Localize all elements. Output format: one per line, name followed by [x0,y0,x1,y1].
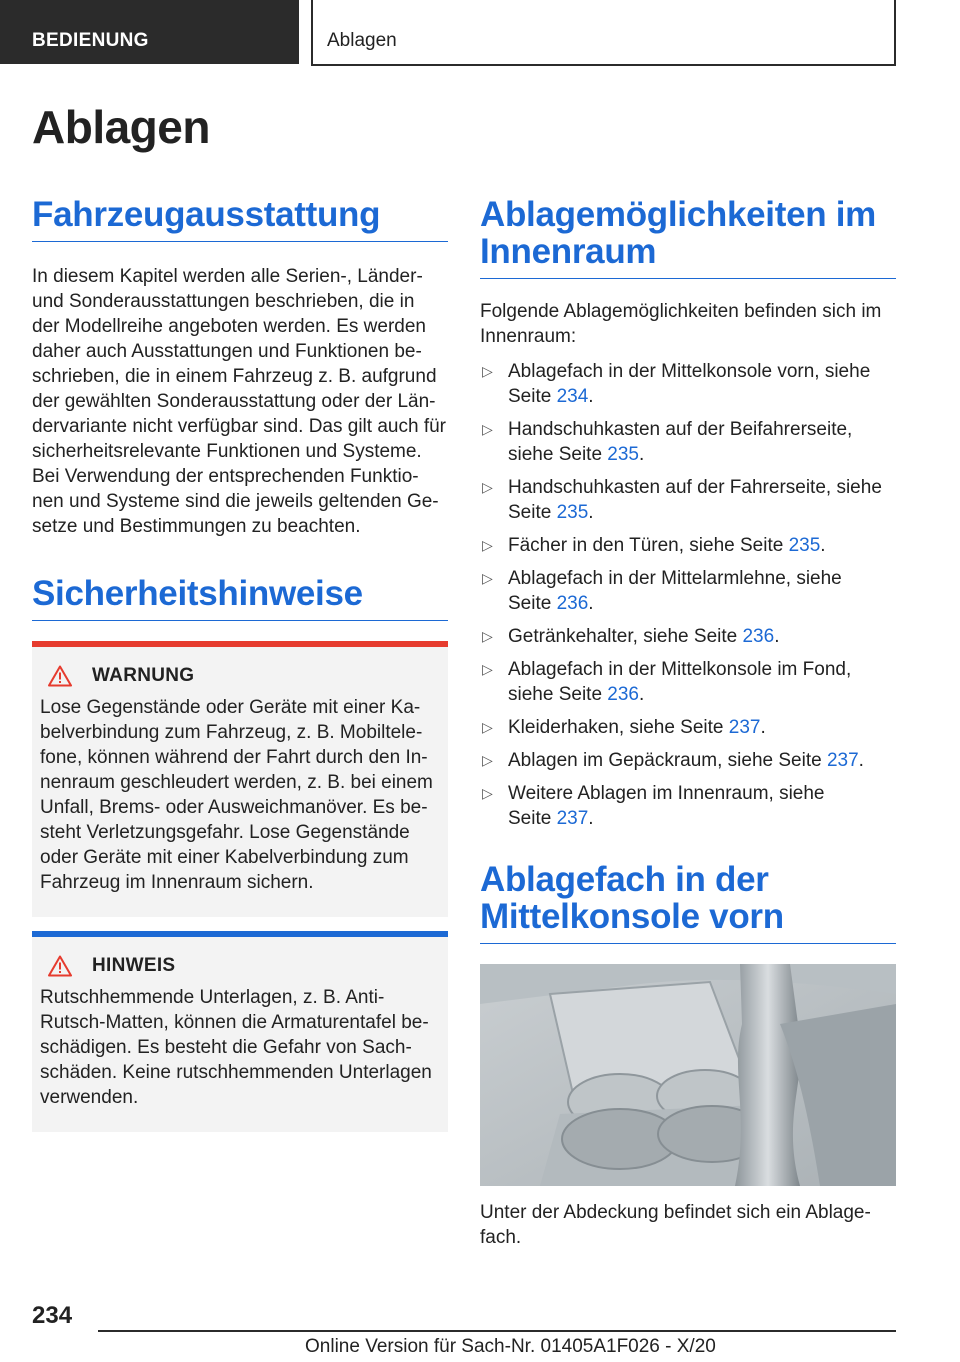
triangle-bullet-icon: ▷ [482,661,493,677]
list-item: ▷ Ablagen im Gepäckraum, siehe Seite 237. [482,750,864,771]
triangle-bullet-icon: ▷ [482,421,493,437]
heading-fahrzeugausstattung: Fahrzeugausstattung [32,195,381,234]
list-item: ▷ Ablagefach in der Mittelarmlehne, siehe Seite 236. [482,568,842,614]
left-column [32,190,448,1132]
heading-ablagemoeglichkeiten: Ablagemöglichkeiten im Innenraum [480,195,876,271]
page-link[interactable]: 236 [607,684,639,705]
footer-online-version: Online Version für Sach-Nr. 01405A1F026 - X/20 [305,1336,716,1357]
page-link[interactable]: 236 [742,626,775,647]
notice-box [32,931,448,1132]
page-number: 234 [32,1302,73,1329]
heading-rule [480,278,896,279]
warning-triangle-icon [48,665,72,687]
warning-triangle-icon [48,955,72,977]
triangle-bullet-icon: ▷ [482,785,493,801]
page-link[interactable]: 234 [556,386,589,407]
heading-ablagefach-mittelkonsole: Ablagefach in der Mittelkonsole vorn [480,860,784,936]
center-console-photo [480,964,896,1186]
header-section-tab [0,0,299,64]
list-item: ▷ Handschuhkasten auf der Beifahrerseite, siehe Seite 235. [482,419,853,465]
storage-list [480,359,896,831]
list-item: ▷ Weitere Ablagen im Innenraum, siehe Seite 237. [482,783,825,829]
list-item: ▷ Kleiderhaken, siehe Seite 237. [482,717,766,738]
list-item: ▷ Ablagefach in der Mittelkonsole im Fond, siehe Seite 236. [482,659,852,705]
heading-sicherheitshinweise: Sicherheitshinweise [32,574,363,613]
photo-caption: Unter der Abdeckung befindet sich ein Ablage- fach. [480,1202,871,1248]
warning-box [32,641,448,917]
page-link[interactable]: 236 [556,593,589,614]
page-link[interactable]: 235 [607,444,639,465]
equipment-paragraph: In diesem Kapitel werden alle Serien-, Länder- und Sonderausstattungen beschrieben, die in der Modellreihe angeboten werden. Es werden daher auch Ausstattungen und Funktionen be- schrieben, die in einem Fahrzeug z. B. aufgrund der gewählten Sonderausstattung oder der Län- dervariante nicht verfügbar sind. Das gilt auch für sicherheitsrelevante Funktionen und Systeme. Bei Verwendung der entsprechenden Funktio- nen und Systeme sind die jeweils geltenden Ge- setze und Bestimmungen zu beachten. [32,266,446,537]
notice-text: Rutschhemmende Unterlagen, z. B. Anti- Rutsch-Matten, können die Armaturentafel be- schädigen. Es besteht die Gefahr von Sach- schäden. Keine rutschhemmenden Unterlagen verwenden. [40,987,432,1108]
warning-header [40,665,440,687]
triangle-bullet-icon: ▷ [482,537,493,553]
header-section-label: BEDIENUNG [32,30,149,51]
list-item: ▷ Ablagefach in der Mittelkonsole vorn, siehe Seite 234. [482,361,871,407]
page-link[interactable]: 237 [556,808,589,829]
footer-divider [98,1330,896,1332]
triangle-bullet-icon: ▷ [482,719,493,735]
warning-text: Lose Gegenstände oder Geräte mit einer Ka- belverbindung zum Fahrzeug, z. B. Mobiltele- fone, können während der Fahrt durch den In- nenraum geschleudert werden, z. B. bei einem Unfall, Brems- oder Ausweichmanöver. Es be- steht Verletzungsgefahr. Lose Gegenstände oder Geräte mit einer Kabelverbindung zum Fahrzeug im Innenraum sichern. [40,697,433,893]
heading-rule [32,620,448,621]
page-link[interactable]: 237 [728,717,761,738]
page-link[interactable]: 235 [556,502,589,523]
triangle-bullet-icon: ▷ [482,752,493,768]
notice-title: HINWEIS [92,955,176,976]
heading-rule [32,241,448,242]
storage-intro: Folgende Ablagemöglichkeiten befinden sich im Innenraum: [480,301,882,347]
notice-header [40,955,440,977]
triangle-bullet-icon: ▷ [482,628,493,644]
triangle-bullet-icon: ▷ [482,570,493,586]
page-link[interactable]: 237 [826,750,859,771]
heading-rule [480,943,896,944]
warning-title: WARNUNG [92,665,195,686]
triangle-bullet-icon: ▷ [482,363,493,379]
triangle-bullet-icon: ▷ [482,479,493,495]
header-chapter-label: Ablagen [327,30,397,51]
page-link[interactable]: 235 [788,535,821,556]
right-column [480,190,896,1250]
list-item: ▷ Fächer in den Türen, siehe Seite 235. [482,535,826,556]
list-item: ▷ Getränkehalter, siehe Seite 236. [482,626,780,647]
header-chapter-tab [311,0,896,66]
page-title: Ablagen [32,101,210,153]
list-item: ▷ Handschuhkasten auf der Fahrerseite, siehe Seite 235. [482,477,882,523]
